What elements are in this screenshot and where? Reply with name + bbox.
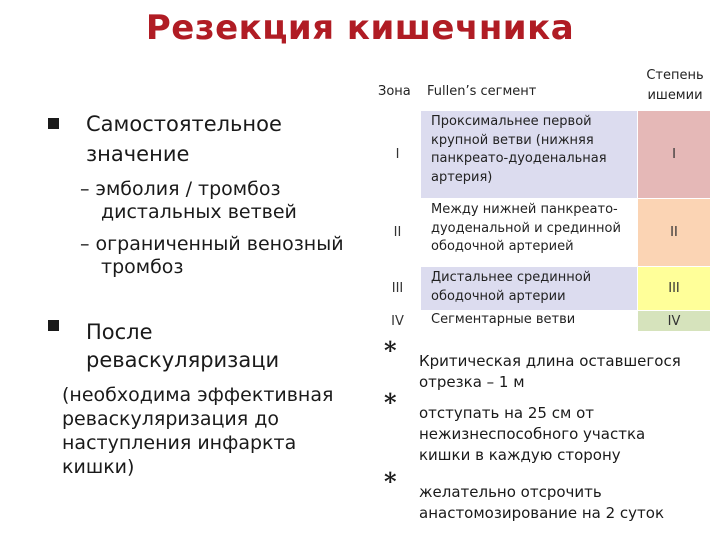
note-3: [419, 482, 664, 524]
zone-cell-3: [375, 267, 420, 310]
bullet2-line2: реваскуляризаци: [86, 348, 280, 372]
bullet2-par-line4: кишки): [62, 456, 135, 478]
bullet-marker: [48, 118, 59, 129]
zone-cell-1: [375, 111, 420, 198]
note-1: [419, 351, 681, 393]
degree-label: III: [668, 281, 680, 296]
degree-cell-4: [638, 311, 710, 331]
note-line: желательно отсрочить: [419, 483, 602, 501]
bullet2-line1: После: [86, 320, 153, 344]
zone-cell-4: [375, 311, 420, 331]
bullet1-line2: значение: [86, 142, 190, 166]
slide-title: Резекция кишечника: [145, 8, 575, 48]
zone-label: II: [393, 225, 402, 240]
note-2: [419, 403, 645, 466]
zone-label: IV: [391, 313, 404, 329]
segment-line: Между нижней панкреато-: [431, 202, 618, 217]
segment-line: панкреато-дуоденальная: [431, 151, 607, 166]
segment-line: ободочной артерией: [431, 239, 574, 254]
header-degree: [640, 66, 710, 106]
segment-line: Проксимальнее первой: [431, 114, 592, 129]
star-icon: *: [384, 467, 397, 496]
star-icon: *: [384, 388, 397, 417]
zone-label: III: [391, 281, 404, 296]
segment-cell-2: [421, 199, 637, 266]
segment-cell-1: [421, 111, 637, 198]
bullet1-line1: Самостоятельное: [86, 112, 282, 136]
degree-label: I: [672, 147, 676, 162]
segment-cell-4: [421, 311, 637, 331]
bullet-marker: [48, 320, 59, 331]
zone-label: I: [395, 147, 400, 162]
segment-line: дуоденальной и срединной: [431, 220, 621, 236]
star-icon: *: [384, 336, 397, 365]
degree-label: II: [670, 225, 678, 240]
bullet2-par-line1: (необходима эффективная: [62, 384, 334, 406]
note-line: кишки в каждую сторону: [419, 446, 621, 464]
degree-cell-3: [638, 267, 710, 310]
bullet2-par-line3: наступления инфаркта: [62, 432, 297, 454]
sub2-line2: тромбоз: [101, 256, 184, 278]
degree-cell-2: [638, 199, 710, 266]
bullet2-par-line2: реваскуляризация до: [62, 408, 279, 430]
segment-cell-3: [421, 267, 637, 310]
sub2-line1: – ограниченный венозный: [80, 233, 344, 255]
header-degree-line1: Степень: [646, 68, 704, 83]
segment-line: Дистальнее срединной: [431, 270, 592, 285]
segment-line: крупной ветви (нижняя: [431, 132, 594, 148]
header-degree-line2: ишемии: [647, 88, 703, 103]
degree-label: IV: [667, 313, 681, 329]
note-line: анастомозирование на 2 суток: [419, 504, 665, 522]
note-line: отрезка – 1 м: [419, 373, 525, 391]
header-zone: Зона: [378, 84, 411, 99]
segment-line: ободочной артерии: [431, 288, 566, 304]
note-line: Критическая длина оставшегося: [419, 352, 681, 370]
degree-cell-1: [638, 111, 710, 198]
segment-line: артерия): [431, 169, 493, 185]
note-line: отступать на 25 см от: [419, 404, 594, 422]
segment-line: Сегментарные ветви: [431, 312, 576, 327]
zone-cell-2: [375, 199, 420, 266]
header-segment: Fullen’s сегмент: [427, 84, 537, 99]
sub1-line1: – эмболия / тромбоз: [80, 178, 281, 200]
note-line: нежизнеспособного участка: [419, 425, 646, 443]
sub1-line2: дистальных ветвей: [101, 201, 297, 223]
